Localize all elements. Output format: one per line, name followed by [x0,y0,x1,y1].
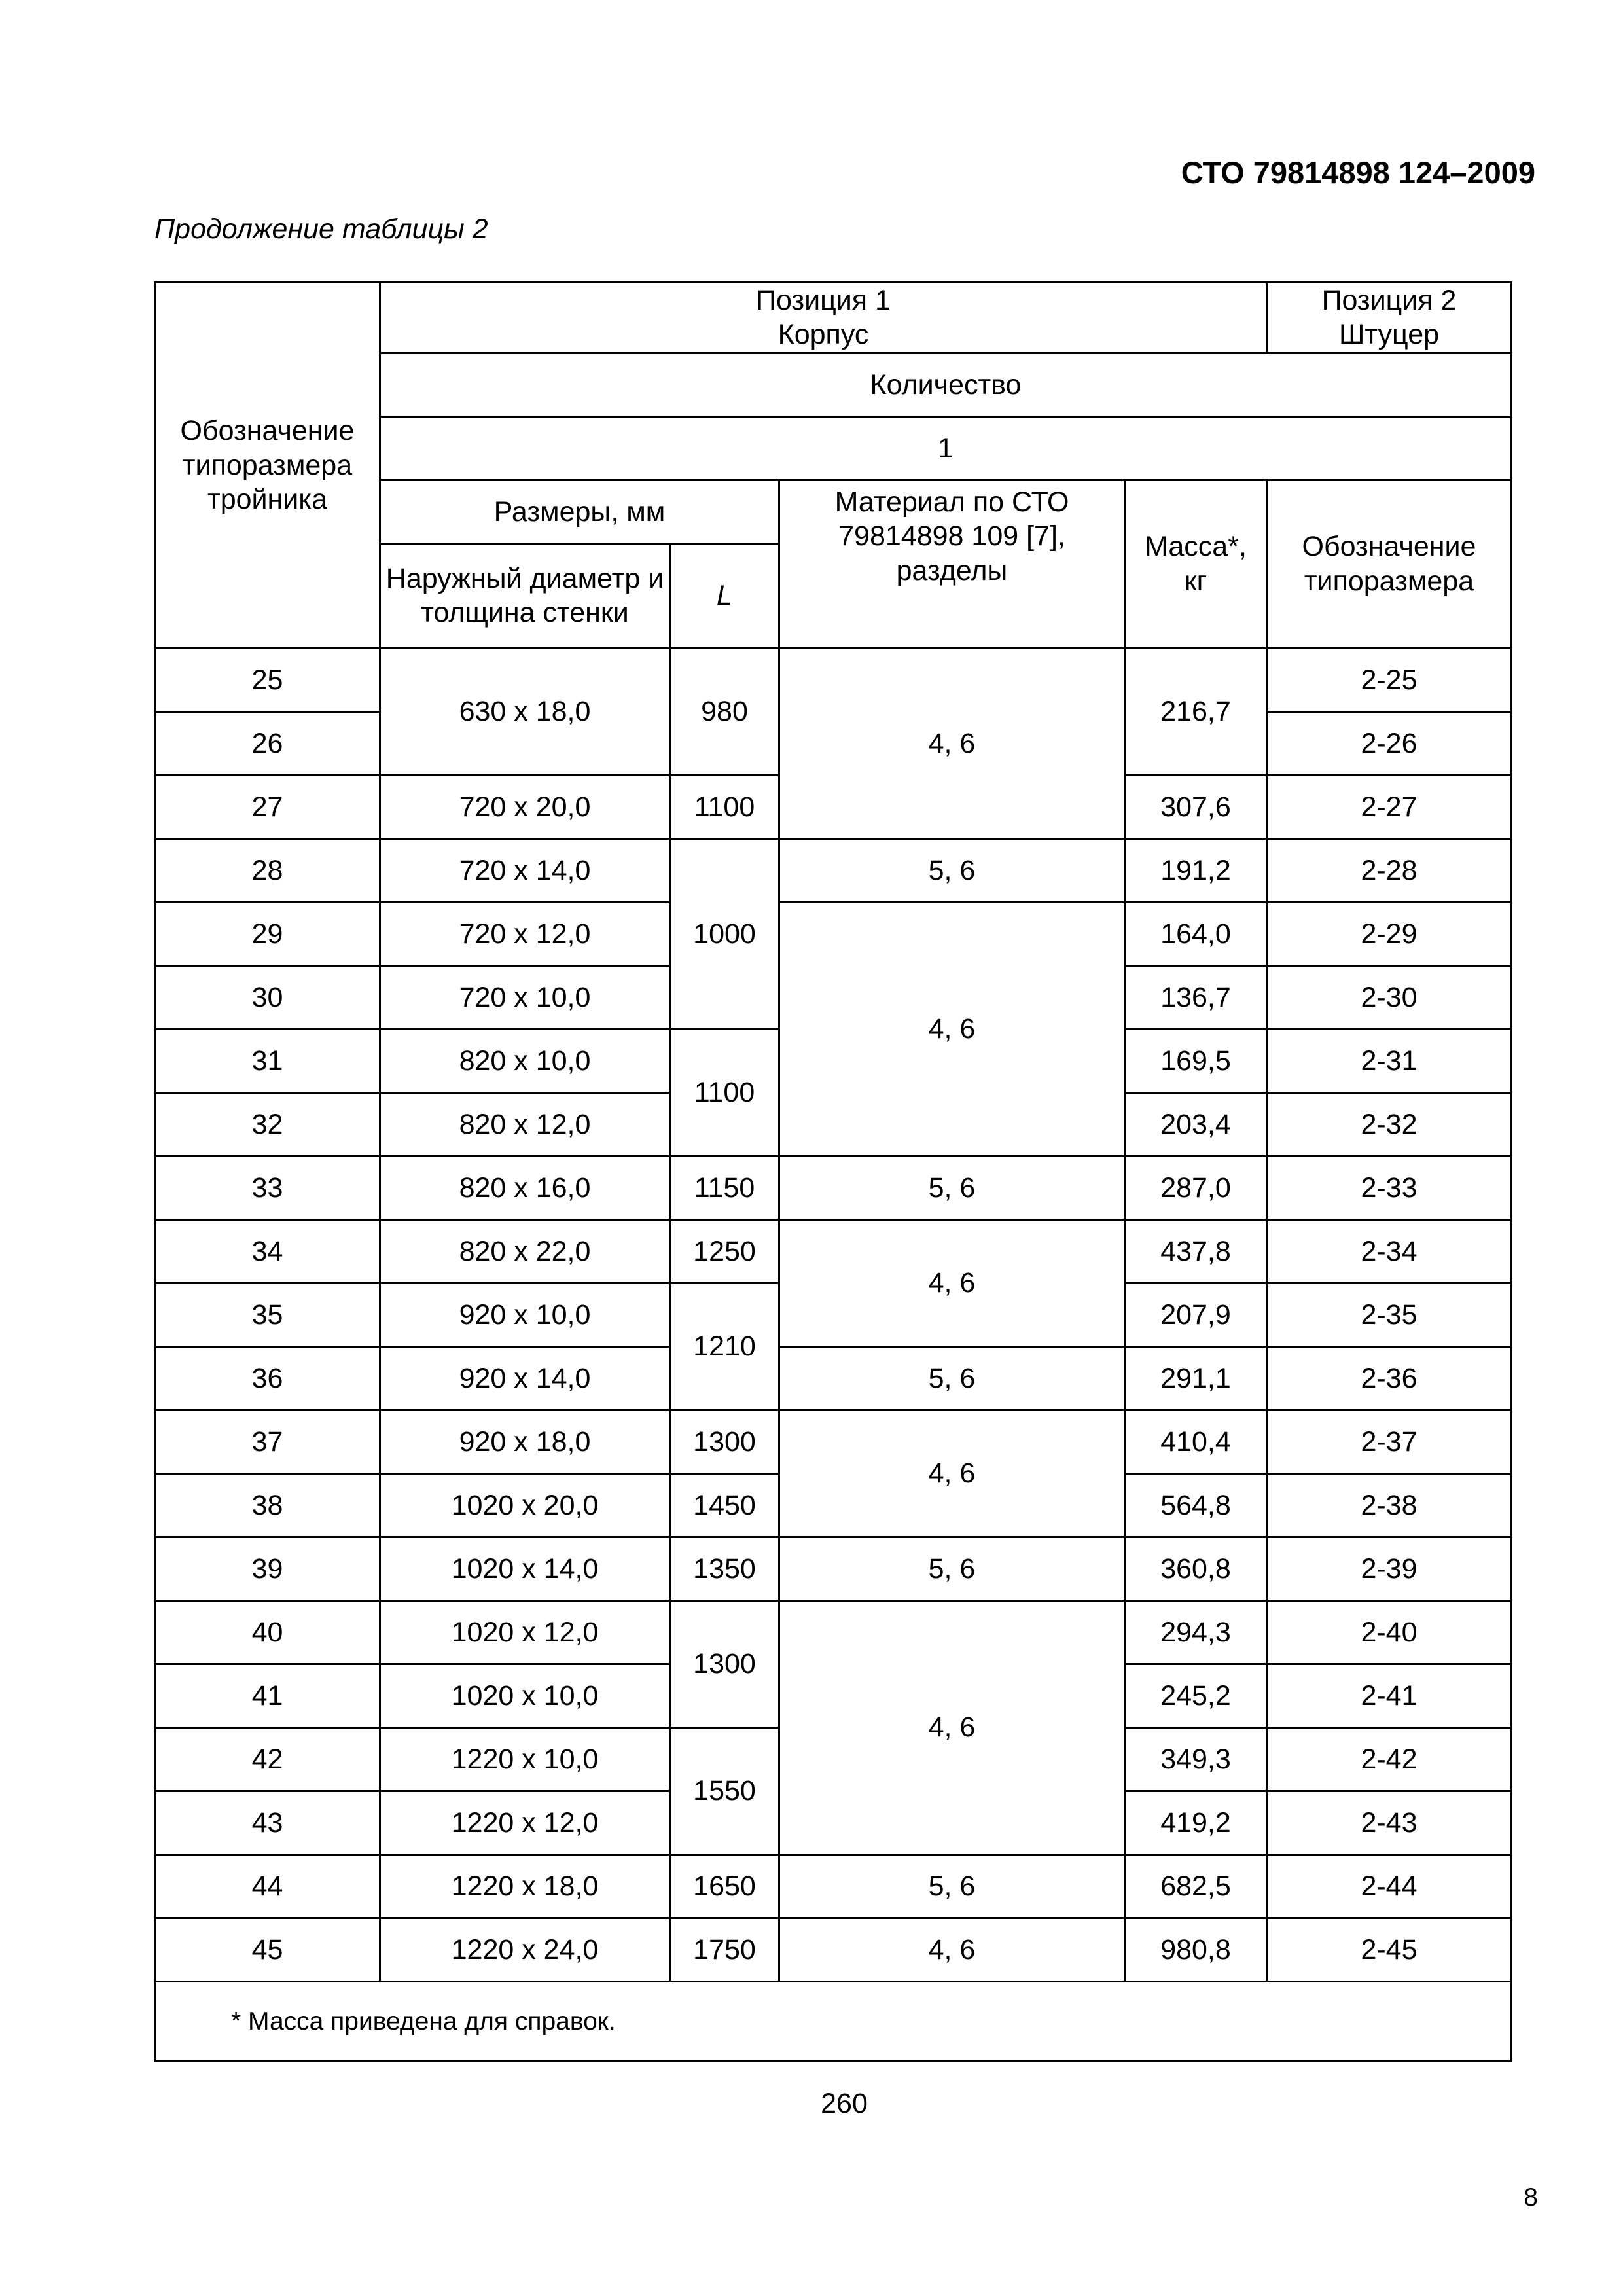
row-mass: 291,1 [1125,1346,1267,1410]
row-size: 920 х 14,0 [380,1346,670,1410]
row-size: 720 х 10,0 [380,965,670,1029]
table-row [155,1600,1512,1664]
row-material: 4, 6 [779,1918,1125,1981]
row-id: 25 [155,648,380,711]
row-size: 1220 х 10,0 [380,1727,670,1791]
row-length: 1550 [670,1727,779,1854]
row-mass: 191,2 [1125,838,1267,902]
row-id: 36 [155,1346,380,1410]
row-length: 1750 [670,1918,779,1981]
row-size: 820 х 12,0 [380,1092,670,1156]
header-fitting-designation: Обозначение типоразмера [1267,480,1512,648]
row-id: 45 [155,1918,380,1981]
row-material: 4, 6 [779,902,1125,1156]
row-size: 920 х 18,0 [380,1410,670,1473]
row-length: 1150 [670,1156,779,1219]
row-fitting: 2-43 [1267,1791,1512,1854]
row-mass: 349,3 [1125,1727,1267,1791]
row-id: 26 [155,711,380,775]
row-material: 5, 6 [779,1537,1125,1600]
row-fitting: 2-44 [1267,1854,1512,1918]
row-mass: 437,8 [1125,1219,1267,1283]
row-id: 32 [155,1092,380,1156]
row-size: 630 х 18,0 [380,648,670,775]
row-id: 39 [155,1537,380,1600]
row-fitting: 2-36 [1267,1346,1512,1410]
row-mass: 207,9 [1125,1283,1267,1346]
row-length: 1300 [670,1600,779,1727]
mass-unit: кг [1184,565,1207,597]
row-size: 1220 х 24,0 [380,1918,670,1981]
row-length: 1450 [670,1473,779,1537]
row-size: 720 х 20,0 [380,775,670,838]
row-mass: 980,8 [1125,1918,1267,1981]
row-mass: 164,0 [1125,902,1267,965]
row-mass: 287,0 [1125,1156,1267,1219]
row-mass: 203,4 [1125,1092,1267,1156]
row-id: 44 [155,1854,380,1918]
table-row [155,1537,1512,1600]
row-material: 5, 6 [779,1854,1125,1918]
row-length: 1250 [670,1219,779,1283]
row-id: 29 [155,902,380,965]
row-mass: 564,8 [1125,1473,1267,1537]
header-outer-diameter: Наружный диаметр и толщина стенки [380,543,670,648]
row-fitting: 2-35 [1267,1283,1512,1346]
row-length: 1350 [670,1537,779,1600]
row-fitting: 2-32 [1267,1092,1512,1156]
row-size: 1020 х 20,0 [380,1473,670,1537]
row-id: 31 [155,1029,380,1092]
row-length: 1100 [670,1029,779,1156]
mass-label: Масса*, [1145,531,1247,563]
header-mass [1125,480,1267,648]
row-mass: 216,7 [1125,648,1267,775]
row-size: 920 х 10,0 [380,1283,670,1346]
row-id: 43 [155,1791,380,1854]
row-fitting: 2-28 [1267,838,1512,902]
row-id: 37 [155,1410,380,1473]
header-position-1 [380,283,1267,353]
row-material: 4, 6 [779,1219,1125,1346]
row-mass: 307,6 [1125,775,1267,838]
row-size: 1220 х 18,0 [380,1854,670,1918]
row-fitting: 2-33 [1267,1156,1512,1219]
table-row [155,1854,1512,1918]
row-mass: 410,4 [1125,1410,1267,1473]
document-code: СТО 79814898 124–2009 [1181,155,1535,190]
header-sizes: Размеры, мм [380,480,779,543]
row-size: 820 х 10,0 [380,1029,670,1092]
row-material: 4, 6 [779,1410,1125,1537]
row-fitting: 2-31 [1267,1029,1512,1092]
row-fitting: 2-27 [1267,775,1512,838]
row-mass: 245,2 [1125,1664,1267,1727]
row-length: 1210 [670,1283,779,1410]
row-fitting: 2-41 [1267,1664,1512,1727]
row-size: 820 х 16,0 [380,1156,670,1219]
row-material: 5, 6 [779,1346,1125,1410]
table-caption: Продолжение таблицы 2 [154,213,488,245]
row-length: 1650 [670,1854,779,1918]
table-row [155,838,1512,902]
row-fitting: 2-40 [1267,1600,1512,1664]
row-size: 720 х 12,0 [380,902,670,965]
row-id: 33 [155,1156,380,1219]
row-length: 1000 [670,838,779,1029]
row-material: 4, 6 [779,1600,1125,1854]
row-material: 5, 6 [779,838,1125,902]
header-length: L [670,543,779,648]
table-row [155,648,1512,711]
row-fitting: 2-29 [1267,902,1512,965]
position-1-label: Позиция 1 [756,285,891,316]
row-material: 4, 6 [779,648,1125,838]
header-row-positions [155,283,1512,353]
row-length: 1300 [670,1410,779,1473]
row-id: 35 [155,1283,380,1346]
row-mass: 360,8 [1125,1537,1267,1600]
header-material: Материал по СТО 79814898 109 [7], разделы [779,480,1125,648]
row-material: 5, 6 [779,1156,1125,1219]
row-length: 980 [670,648,779,775]
row-mass: 682,5 [1125,1854,1267,1918]
row-length: 1100 [670,775,779,838]
row-id: 27 [155,775,380,838]
row-fitting: 2-34 [1267,1219,1512,1283]
row-mass: 419,2 [1125,1791,1267,1854]
row-mass: 136,7 [1125,965,1267,1029]
row-mass: 294,3 [1125,1600,1267,1664]
page-number: 260 [821,2088,868,2119]
row-id: 28 [155,838,380,902]
position-2-name: Штуцер [1338,319,1440,351]
row-size: 1020 х 10,0 [380,1664,670,1727]
row-fitting: 2-45 [1267,1918,1512,1981]
row-id: 42 [155,1727,380,1791]
position-1-name: Корпус [777,319,869,351]
row-fitting: 2-26 [1267,711,1512,775]
row-size: 1220 х 12,0 [380,1791,670,1854]
header-position-2 [1267,283,1512,353]
header-designation: Обозначение типоразмера тройника [155,283,380,649]
position-2-label: Позиция 2 [1321,285,1457,316]
row-size: 720 х 14,0 [380,838,670,902]
row-fitting: 2-39 [1267,1537,1512,1600]
row-id: 38 [155,1473,380,1537]
specification-table [154,281,1512,2062]
row-size: 1020 х 12,0 [380,1600,670,1664]
row-fitting: 2-38 [1267,1473,1512,1537]
sheet-number: 8 [1524,2183,1538,2212]
footnote: * Масса приведена для справок. [155,1981,1512,2061]
row-id: 41 [155,1664,380,1727]
table-row [155,1346,1512,1410]
row-id: 40 [155,1600,380,1664]
row-id: 30 [155,965,380,1029]
row-size: 820 х 22,0 [380,1219,670,1283]
header-quantity-value: 1 [380,416,1512,480]
row-mass: 169,5 [1125,1029,1267,1092]
row-fitting: 2-37 [1267,1410,1512,1473]
table-row [155,1918,1512,1981]
row-fitting: 2-42 [1267,1727,1512,1791]
table-row [155,902,1512,965]
table-row [155,1219,1512,1283]
footnote-row [155,1981,1512,2061]
row-id: 34 [155,1219,380,1283]
row-size: 1020 х 14,0 [380,1537,670,1600]
header-quantity: Количество [380,353,1512,416]
table-row [155,1410,1512,1473]
row-fitting: 2-30 [1267,965,1512,1029]
row-fitting: 2-25 [1267,648,1512,711]
table-row [155,1156,1512,1219]
